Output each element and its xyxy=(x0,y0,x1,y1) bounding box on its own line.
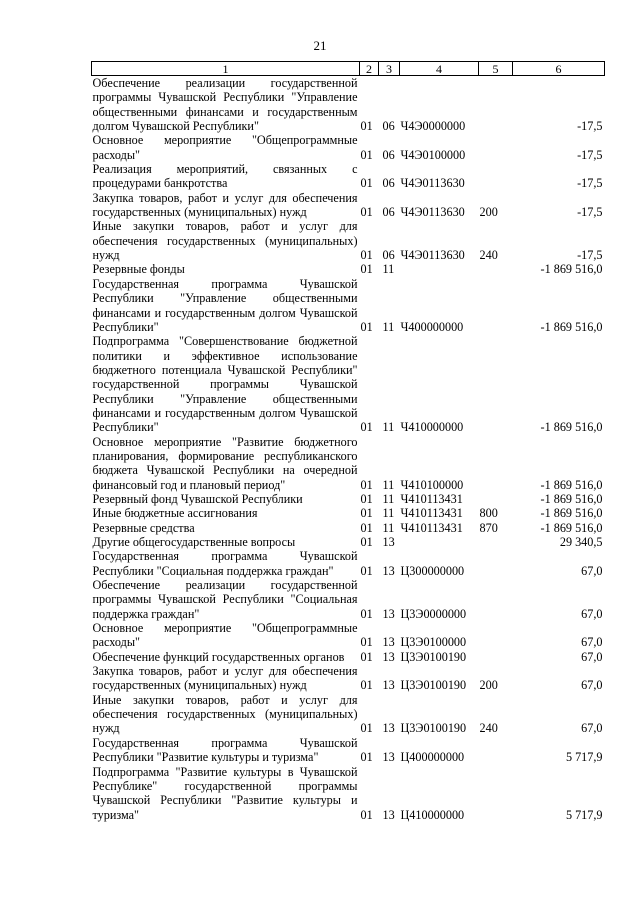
row-target-article: Ц3Э0100190 xyxy=(400,721,467,736)
row-amount: -17,5 xyxy=(577,119,603,134)
row-section: 01 xyxy=(360,678,373,693)
row-amount: -17,5 xyxy=(577,205,603,220)
row-target-article: Ч4Э0100000 xyxy=(400,147,466,162)
header-col-section: 2 xyxy=(360,62,379,76)
row-amount: 5 717,9 xyxy=(565,807,603,822)
row-target-article: Ч410113431 xyxy=(400,506,463,521)
row-expense-type xyxy=(479,549,513,578)
row-subsection: 13 xyxy=(382,649,395,664)
row-target-article: Ц3Э0000000 xyxy=(400,606,467,621)
table-row xyxy=(92,506,605,520)
row-target-article: Ч400000000 xyxy=(400,319,464,334)
table-body xyxy=(92,76,605,822)
row-subsection: 11 xyxy=(382,477,395,492)
row-section: 01 xyxy=(360,520,373,535)
row-section: 01 xyxy=(360,205,373,220)
row-name: Основное мероприятие "Общепрограммные расходы" xyxy=(92,133,358,162)
row-name: Основное мероприятие "Развитие бюджетного планирования, формирование республиканского бюджета Чувашской Республики на очередной финансовый год и плановый период" xyxy=(92,434,358,492)
row-target-article: Ц400000000 xyxy=(400,750,465,765)
row-expense-type xyxy=(479,650,513,664)
row-subsection: 11 xyxy=(382,506,395,521)
row-expense-type xyxy=(479,736,513,765)
row-subsection: 11 xyxy=(382,262,395,277)
table-row xyxy=(92,549,605,578)
row-target-article: Ц3Э0100190 xyxy=(400,649,467,664)
row-subsection: 11 xyxy=(382,491,395,506)
table-row xyxy=(92,334,605,434)
row-amount: -1 869 516,0 xyxy=(540,477,603,492)
table-row xyxy=(92,76,605,134)
row-name: Другие общегосударственные вопросы xyxy=(92,535,296,549)
row-amount: 67,0 xyxy=(581,563,603,578)
row-expense-type xyxy=(479,578,513,621)
row-section: 01 xyxy=(360,807,373,822)
row-target-article xyxy=(400,262,479,276)
header-row xyxy=(92,62,605,76)
row-target-article: Ц3Э0100190 xyxy=(400,678,467,693)
row-expense-type xyxy=(479,76,513,134)
row-target-article: Ц3Э0100000 xyxy=(400,635,467,650)
budget-table xyxy=(91,61,605,822)
header-col-expense-type: 5 xyxy=(479,62,513,76)
row-section: 01 xyxy=(360,420,373,435)
row-section: 01 xyxy=(360,506,373,521)
row-amount: 67,0 xyxy=(581,649,603,664)
row-amount: -17,5 xyxy=(577,176,603,191)
row-name: Закупка товаров, работ и услуг для обеспечения государственных (муниципальных) нужд xyxy=(92,664,358,693)
table-row xyxy=(92,736,605,765)
table-row xyxy=(92,435,605,492)
row-section: 01 xyxy=(360,635,373,650)
row-target-article: Ц410000000 xyxy=(400,807,465,822)
row-subsection: 13 xyxy=(382,721,395,736)
row-name: Основное мероприятие "Общепрограммные расходы" xyxy=(92,621,358,650)
row-expense-type xyxy=(479,765,513,822)
row-name: Государственная программа Чувашской Республики "Развитие культуры и туризма" xyxy=(92,735,358,765)
row-name: Обеспечение реализации государственной программы Чувашской Республики "Социальная поддержка граждан" xyxy=(92,578,358,621)
row-section: 01 xyxy=(360,147,373,162)
row-section: 01 xyxy=(360,262,373,277)
row-name: Государственная программа Чувашской Республики "Управление общественными финансами и государственным долгом Чувашской Республики" xyxy=(92,276,358,334)
row-expense-type xyxy=(479,492,513,506)
page-number: 21 xyxy=(313,38,327,53)
row-section: 01 xyxy=(360,248,373,263)
table-row xyxy=(92,521,605,535)
row-name: Резервные средства xyxy=(92,520,195,535)
row-subsection: 13 xyxy=(382,563,395,578)
table-row xyxy=(92,191,605,220)
row-section: 01 xyxy=(360,721,373,736)
row-target-article: Ч410113431 xyxy=(400,520,463,535)
row-section: 01 xyxy=(360,477,373,492)
row-target-article xyxy=(400,535,479,549)
row-expense-type: 200 xyxy=(479,678,498,693)
row-expense-type xyxy=(479,621,513,650)
row-amount: 67,0 xyxy=(581,678,603,693)
row-name: Иные бюджетные ассигнования xyxy=(92,506,258,521)
table-header xyxy=(92,62,605,76)
row-amount: -17,5 xyxy=(577,248,603,263)
table-row xyxy=(92,765,605,822)
row-expense-type: 200 xyxy=(479,205,498,220)
table-row xyxy=(92,492,605,506)
header-col-target-article: 4 xyxy=(400,62,479,76)
row-amount: -1 869 516,0 xyxy=(540,262,603,277)
row-subsection: 13 xyxy=(382,750,395,765)
row-subsection: 11 xyxy=(382,520,395,535)
row-section: 01 xyxy=(360,176,373,191)
row-subsection: 13 xyxy=(382,635,395,650)
header-col-amount: 6 xyxy=(513,62,605,76)
row-target-article: Ц300000000 xyxy=(400,563,465,578)
row-amount: -1 869 516,0 xyxy=(540,319,603,334)
row-expense-type xyxy=(479,262,513,276)
row-subsection: 13 xyxy=(382,678,395,693)
row-amount: -1 869 516,0 xyxy=(540,506,603,521)
row-amount: 67,0 xyxy=(581,721,603,736)
row-amount: -1 869 516,0 xyxy=(540,420,603,435)
row-section: 01 xyxy=(360,319,373,334)
row-section: 01 xyxy=(360,606,373,621)
row-section: 01 xyxy=(360,535,373,549)
table-row xyxy=(92,535,605,549)
row-name: Обеспечение реализации государственной программы Чувашской Республики "Управление общественными финансами и государственным долгом Чувашской Республики" xyxy=(92,76,358,134)
header-col-subsection: 3 xyxy=(379,62,400,76)
row-target-article: Ч410000000 xyxy=(400,420,464,435)
row-name: Реализация мероприятий, связанных с процедурами банкротства xyxy=(92,162,358,191)
row-amount: -17,5 xyxy=(577,147,603,162)
row-target-article: Ч4Э0113630 xyxy=(400,248,465,263)
row-target-article: Ч4Э0000000 xyxy=(400,119,466,134)
row-subsection: 13 xyxy=(382,606,395,621)
row-section: 01 xyxy=(360,491,373,506)
row-amount: 5 717,9 xyxy=(565,750,603,765)
row-name: Иные закупки товаров, работ и услуг для обеспечения государственных (муниципальных) нужд xyxy=(92,219,358,263)
row-expense-type: 240 xyxy=(479,248,498,263)
table-row xyxy=(92,133,605,162)
row-amount: -1 869 516,0 xyxy=(540,491,603,506)
row-expense-type xyxy=(479,277,513,334)
row-expense-type xyxy=(479,435,513,492)
row-target-article: Ч410100000 xyxy=(400,477,464,492)
table-row xyxy=(92,219,605,262)
row-expense-type xyxy=(479,535,513,549)
row-name: Иные закупки товаров, работ и услуг для обеспечения государственных (муниципальных) нужд xyxy=(92,692,358,736)
row-expense-type: 800 xyxy=(479,506,498,521)
row-section: 01 xyxy=(360,750,373,765)
row-section: 01 xyxy=(360,563,373,578)
row-amount: 67,0 xyxy=(581,635,603,650)
row-name: Государственная программа Чувашской Республики "Социальная поддержка граждан" xyxy=(92,549,358,578)
row-target-article: Ч4Э0113630 xyxy=(400,205,465,220)
row-name: Закупка товаров, работ и услуг для обеспечения государственных (муниципальных) нужд xyxy=(92,190,358,220)
table-row xyxy=(92,578,605,621)
row-subsection: 13 xyxy=(382,535,395,549)
row-section: 01 xyxy=(360,649,373,664)
table-row xyxy=(92,664,605,693)
table-row xyxy=(92,262,605,276)
row-subsection: 13 xyxy=(382,807,395,822)
row-subsection: 06 xyxy=(382,147,395,162)
row-name: Резервные фонды xyxy=(92,262,185,277)
table-row xyxy=(92,162,605,191)
row-amount: 67,0 xyxy=(581,606,603,621)
row-subsection: 06 xyxy=(382,205,395,220)
row-section: 01 xyxy=(360,119,373,134)
row-expense-type xyxy=(479,162,513,191)
row-expense-type: 870 xyxy=(479,520,498,535)
row-subsection: 06 xyxy=(382,176,395,191)
row-expense-type xyxy=(479,334,513,434)
row-name: Обеспечение функций государственных органов xyxy=(92,649,345,664)
row-name: Подпрограмма "Развитие культуры в Чувашской Республике" государственной программы Чувашской Республики "Развитие культуры и туризма" xyxy=(92,764,358,822)
row-amount: 29 340,5 xyxy=(559,535,603,549)
row-subsection: 06 xyxy=(382,119,395,134)
row-subsection: 06 xyxy=(382,248,395,263)
table-row xyxy=(92,693,605,736)
table-row xyxy=(92,650,605,664)
header-col-name: 1 xyxy=(92,62,360,76)
table-row xyxy=(92,621,605,650)
row-name: Подпрограмма "Совершенствование бюджетной политики и эффективное использование бюджетного потенциала Чувашской Республики" государственной программы Чувашской Республики "Управление общественными финансами и государственным долгом Чувашской Республики" xyxy=(92,334,358,435)
row-target-article: Ч4Э0113630 xyxy=(400,176,465,191)
table-row xyxy=(92,277,605,334)
row-subsection: 11 xyxy=(382,420,395,435)
row-target-article: Ч410113431 xyxy=(400,491,463,506)
row-expense-type: 240 xyxy=(479,721,498,736)
row-expense-type xyxy=(479,133,513,162)
row-amount: -1 869 516,0 xyxy=(540,520,603,535)
row-subsection: 11 xyxy=(382,319,395,334)
row-name: Резервный фонд Чувашской Республики xyxy=(92,491,303,506)
